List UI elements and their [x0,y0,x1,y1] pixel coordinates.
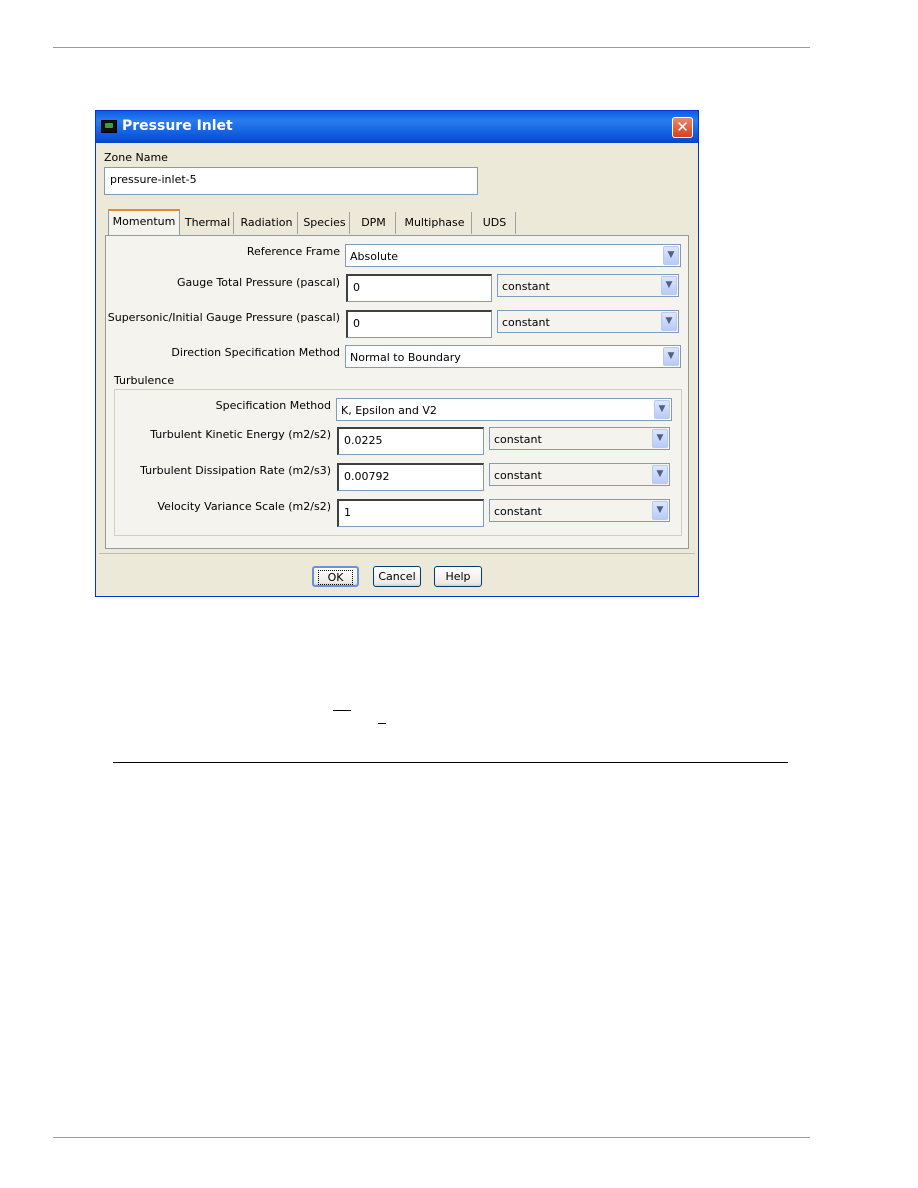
help-button[interactable]: Help [434,566,482,587]
chevron-down-icon: ▼ [652,465,668,484]
content-divider [113,762,788,763]
tab-thermal[interactable]: Thermal [182,212,234,234]
equation-bar [378,723,386,724]
gauge-total-pressure-label: Gauge Total Pressure (pascal) [176,276,340,289]
vvs-method[interactable] [489,499,670,522]
dialog-title: Pressure Inlet [122,118,233,134]
gauge-total-pressure-method-value: constant [502,280,550,293]
tab-radiation[interactable]: Radiation [236,212,298,234]
chevron-down-icon: ▼ [652,501,668,520]
supersonic-pressure-field[interactable]: 0 [346,310,492,338]
reference-frame-value: Absolute [350,250,399,263]
vvs-field[interactable]: 1 [337,499,484,527]
reference-frame-label: Reference Frame [246,245,340,258]
gauge-total-pressure-field[interactable]: 0 [346,274,492,302]
page-footer-rule [53,1137,810,1138]
close-icon[interactable]: ✕ [672,117,693,138]
tke-method[interactable] [489,427,670,450]
direction-spec-select[interactable] [345,345,681,368]
direction-spec-value: Normal to Boundary [350,351,461,364]
spec-method-label: Specification Method [215,399,331,412]
tke-label: Turbulent Kinetic Energy (m2/s2) [150,428,331,441]
tab-uds[interactable]: UDS [474,212,516,234]
chevron-down-icon: ▼ [663,347,679,366]
supersonic-pressure-label: Supersonic/Initial Gauge Pressure (pascal) [107,311,340,324]
ok-button-label: OK [318,570,354,585]
supersonic-pressure-method-value: constant [502,316,550,329]
chevron-down-icon: ▼ [661,276,677,295]
cancel-button[interactable]: Cancel [373,566,421,587]
chevron-down-icon: ▼ [654,400,670,419]
turbulence-group-label: Turbulence [114,374,175,387]
gauge-total-pressure-method[interactable] [497,274,679,297]
tdr-method[interactable] [489,463,670,486]
chevron-down-icon: ▼ [652,429,668,448]
vvs-method-value: constant [494,505,542,518]
title-bar[interactable] [96,111,698,143]
chevron-down-icon: ▼ [661,312,677,331]
tab-species[interactable]: Species [300,212,350,234]
spec-method-value: K, Epsilon and V2 [341,404,437,417]
tab-momentum[interactable]: Momentum [108,209,180,235]
zone-name-field[interactable]: pressure-inlet-5 [104,167,478,195]
spec-method-select[interactable] [336,398,672,421]
direction-spec-label: Direction Specification Method [171,346,340,359]
app-icon [101,120,117,133]
pressure-inlet-dialog [95,110,699,597]
tke-field[interactable]: 0.0225 [337,427,484,455]
tab-multiphase[interactable]: Multiphase [398,212,472,234]
tdr-field[interactable]: 0.00792 [337,463,484,491]
zone-name-label: Zone Name [104,151,168,164]
equation-bar [333,710,351,711]
tdr-label: Turbulent Dissipation Rate (m2/s3) [140,464,331,477]
tke-method-value: constant [494,433,542,446]
reference-frame-select[interactable] [345,244,681,267]
tab-dpm[interactable]: DPM [352,212,396,234]
page-header-rule [53,47,810,48]
supersonic-pressure-method[interactable] [497,310,679,333]
ok-button[interactable] [312,566,359,587]
tdr-method-value: constant [494,469,542,482]
chevron-down-icon: ▼ [663,246,679,265]
footer-separator [99,553,695,554]
vvs-label: Velocity Variance Scale (m2/s2) [157,500,331,513]
